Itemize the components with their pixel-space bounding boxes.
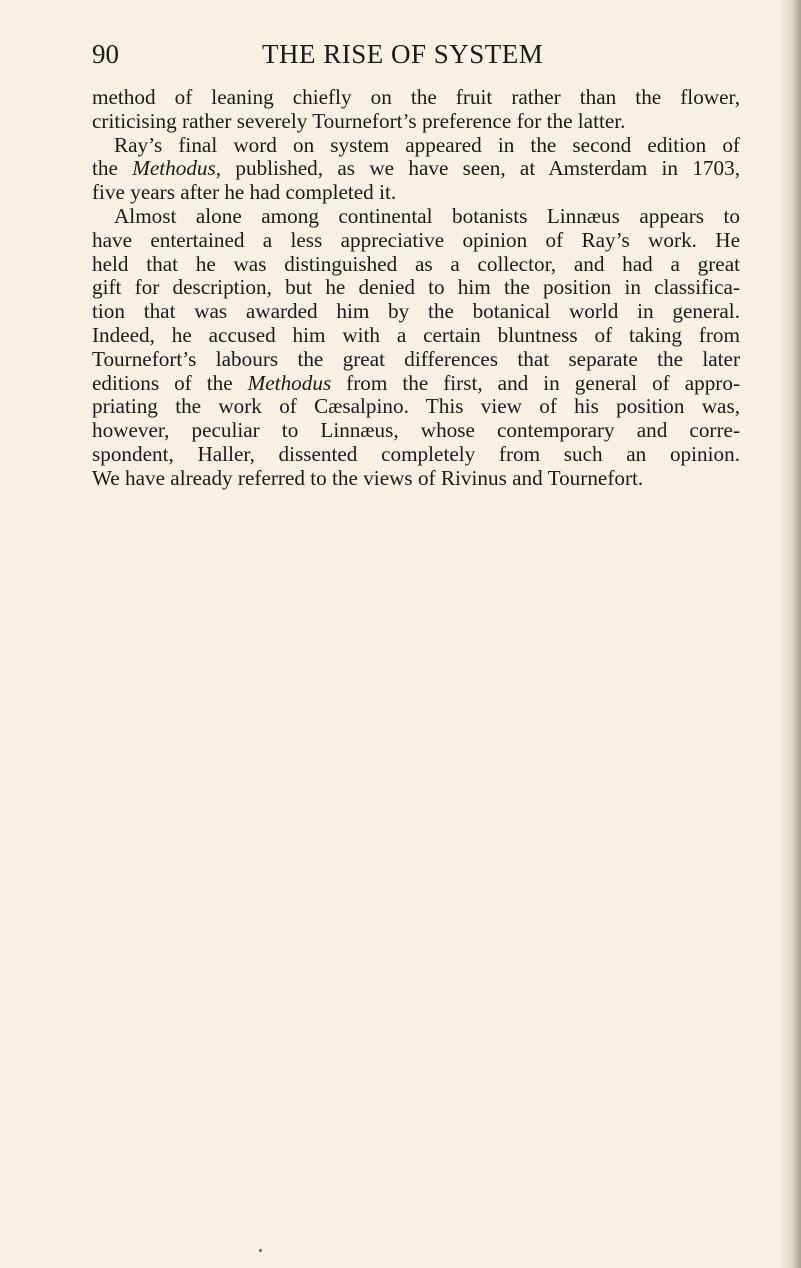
text-line: Indeed, he accused him with a certain bluntness of taking from [92,322,740,347]
text-line: Almost alone among continental botanists Linnæus appears to [114,203,740,228]
book-title: Methodus, [132,156,222,181]
text-line: Ray’s final word on system appeared in the second edition of [114,132,740,157]
paper-speck [259,1249,262,1252]
text-line: held that he was distinguished as a collector, and had a great [92,251,740,276]
text-line: gift for description, but he denied to him the position in classifica- [92,275,740,300]
text-run: editions of the [92,370,248,395]
text-line: We have already referred to the views of Rivinus and Tournefort. [92,465,644,490]
text-line: criticising rather severely Tournefort’s preference for the latter. [92,108,626,133]
page-number: 90 [92,39,119,69]
body-text [92,86,740,491]
text-line: five years after he had completed it. [92,180,397,205]
text-line: tion that was awarded him by the botanical world in general. [92,299,740,324]
text-line: have entertained a less appreciative opinion of Ray’s work. He [92,227,740,252]
text-line: priating the work of Cæsalpino. This view of his position was, [92,394,740,419]
text-line: Tournefort’s labours the great differences that separate the later [92,346,740,371]
text-run: the [92,156,133,181]
text-line: however, peculiar to Linnæus, whose contemporary and corre- [92,418,740,443]
book-title: Methodus [247,370,332,395]
text-line: method of leaning chiefly on the fruit rather than the flower, [92,85,740,109]
page-header [92,34,743,74]
running-head: THE RISE OF SYSTEM [262,39,544,69]
text-run: from the first, and in general of appro- [331,370,741,395]
text-line: spondent, Haller, dissented completely from such an opinion. [92,441,740,466]
text-line [92,372,740,396]
text-run: published, as we have seen, at Amsterdam in 1703, [221,156,740,181]
page-edge-shadow [779,0,801,1268]
text-line [92,157,740,181]
